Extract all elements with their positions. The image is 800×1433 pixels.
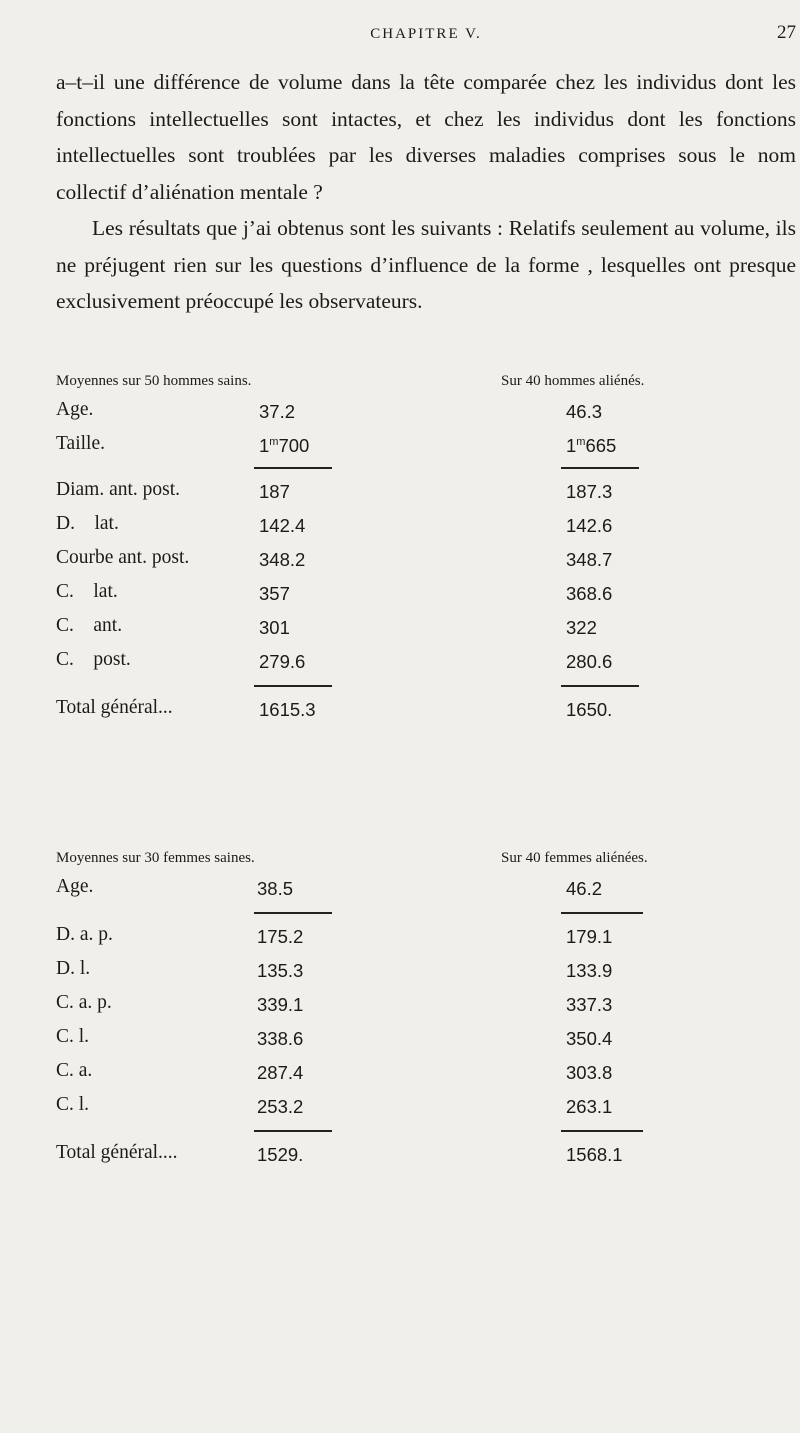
taille-metres: 1$^m$700 [259,435,310,456]
row-label: C. lat. [56,581,118,602]
value-alienes: 142.6 [566,515,613,536]
value-alienees: 350.4 [566,1028,613,1049]
metre-unit: m [576,435,586,448]
table-women-caption [56,850,796,874]
column-rule [254,685,332,687]
value-saines: 38.5 [257,878,294,899]
table-row [56,874,796,908]
value-saines: 338.6 [257,1028,304,1049]
caption-alienes: Sur 40 hommes aliénés. [501,373,645,389]
value-alienees: 133.9 [566,960,613,981]
value-alienees: 303.8 [566,1062,613,1083]
row-label: Diam. ant. post. [56,479,181,500]
value-alienees: 179.1 [566,926,613,947]
value-alienees: 46.2 [566,878,603,899]
row-label: C. post. [56,649,131,670]
value-sains [259,435,309,457]
value-sains: 348.2 [259,549,306,570]
column-rule [561,685,639,687]
table-women [56,850,796,1174]
row-label: C. a. p. [56,992,112,1013]
table-row [56,397,796,431]
body-text [56,64,796,320]
value-saines: 339.1 [257,994,304,1015]
table-row [56,613,796,647]
value-saines: 287.4 [257,1062,304,1083]
row-label: C. l. [56,1026,90,1047]
total-label: Total général.... [56,1142,178,1163]
value-alienees: 263.1 [566,1096,613,1117]
value-alienes: 187.3 [566,481,613,502]
total-label: Total général... [56,697,173,718]
table-row [56,579,796,613]
value-alienes: 46.3 [566,401,603,422]
row-label: C. ant. [56,615,123,636]
value-saines: 175.2 [257,926,304,947]
value-alienes [566,435,616,457]
table-row [56,956,796,990]
total-saines: 1529. [257,1144,304,1165]
table-men [56,373,796,729]
table-row [56,431,796,465]
column-rule [561,467,639,469]
total-alienees: 1568.1 [566,1144,623,1165]
row-label: C. l. [56,1094,90,1115]
row-label: Taille. [56,433,105,454]
column-rule [254,467,332,469]
paragraph-2: Les résultats que j’ai obtenus sont les suivants : Relatifs seulement au volume, ils ne préjugent rien sur les questions d’influence de la forme , lesquelles ont presque exclusivement préoccupé les observateurs. [56,216,796,313]
value-sains: 187 [259,481,290,502]
caption-sains: Moyennes sur 50 hommes sains. [56,373,252,389]
caption-alienees: Sur 40 femmes aliénées. [501,850,648,866]
caption-saines: Moyennes sur 30 femmes saines. [56,850,255,866]
taille-metres: 1$^m$665 [566,435,617,456]
column-rule [254,1130,332,1132]
value-sains: 301 [259,617,290,638]
table-row [56,1092,796,1126]
table-row [56,990,796,1024]
table-total-row [56,695,796,729]
row-label: Courbe ant. post. [56,547,190,568]
value-sains: 142.4 [259,515,306,536]
row-label: D. a. p. [56,924,113,945]
paragraph-1: a–t–il une différence de volume dans la tête comparée chez les individus dont les fonctions intellectuelles sont intactes, et chez les individus dont les fonctions intellectuelles sont troublées par les diverses maladies comprises sous le nom collectif d’aliénation mentale ? [56,70,796,204]
value-saines: 253.2 [257,1096,304,1117]
page-number: 27 [777,22,796,43]
metre-unit: m [269,435,279,448]
table-row [56,511,796,545]
table-row [56,647,796,681]
value-alienes: 322 [566,617,597,638]
value-alienes: 348.7 [566,549,613,570]
chapter-title: CHAPITRE V. [370,26,482,42]
table-row [56,545,796,579]
column-rule [561,912,643,914]
table-row [56,477,796,511]
running-head [56,20,796,50]
value-sains: 279.6 [259,651,306,672]
row-label: Age. [56,399,94,420]
table-row [56,1024,796,1058]
table-row [56,922,796,956]
table-row [56,1058,796,1092]
row-label: D. lat. [56,513,119,534]
table-men-caption [56,373,796,397]
column-rule [254,912,332,914]
value-alienes: 280.6 [566,651,613,672]
row-label: C. a. [56,1060,93,1081]
column-rule [561,1130,643,1132]
value-alienes: 368.6 [566,583,613,604]
table-total-row [56,1140,796,1174]
total-alienes: 1650. [566,699,613,720]
value-sains: 37.2 [259,401,296,422]
row-label: Age. [56,876,94,897]
value-alienees: 337.3 [566,994,613,1015]
total-sains: 1615.3 [259,699,316,720]
value-saines: 135.3 [257,960,304,981]
row-label: D. l. [56,958,91,979]
value-sains: 357 [259,583,290,604]
